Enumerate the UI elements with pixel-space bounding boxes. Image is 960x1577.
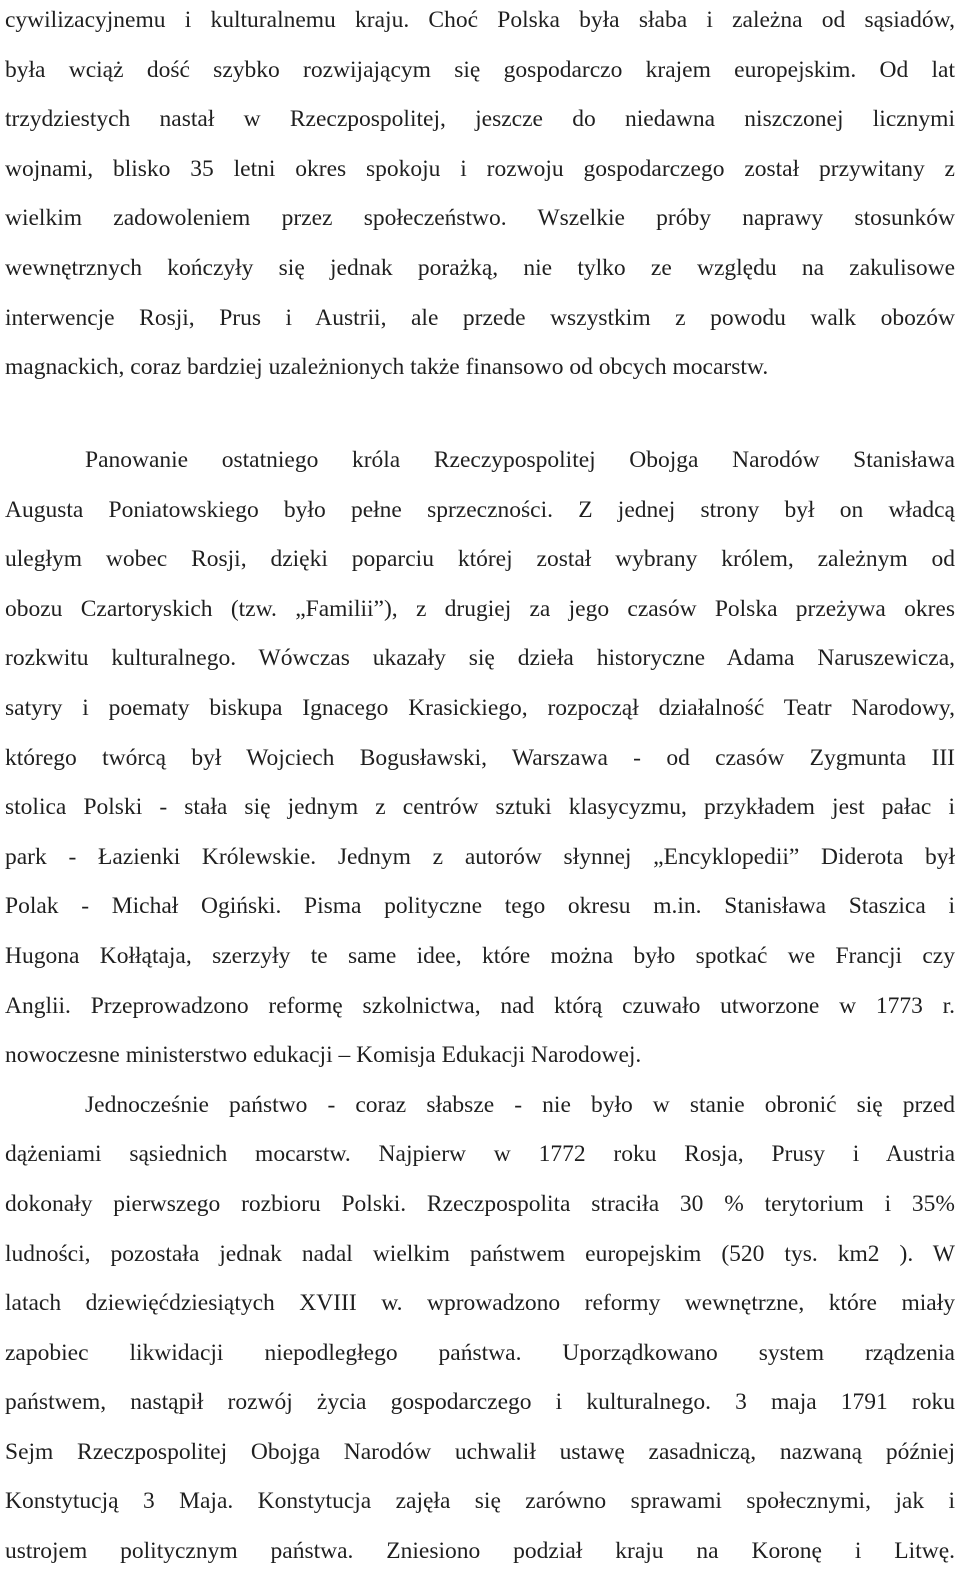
text-line: Sejm Rzeczpospolitej Obojga Narodów uchwalił ustawę zasadniczą, nazwaną później [5,1438,955,1465]
text-line: uległym wobec Rosji, dzięki poparciu której został wybrany królem, zależnym od [5,546,955,573]
text-line: magnackich, coraz bardziej uzależnionych także finansowo od obcych mocarstw. [5,354,769,381]
paragraph-2 [5,436,955,1081]
paragraph-3 [5,1081,955,1577]
text-line: ludności, pozostała jednak nadal wielkim państwem europejskim (520 tys. km2 ). W [5,1240,955,1267]
text-line: Konstytucją 3 Maja. Konstytucja zajęła się zarówno sprawami społecznymi, jak i [5,1488,955,1515]
text-line: trzydziestych nastał w Rzeczpospolitej, jeszcze do niedawna niszczonej licznymi [5,106,955,133]
text-line: satyry i poematy biskupa Ignacego Krasickiego, rozpoczął działalność Teatr Narodowy, [5,694,955,721]
text-line: Panowanie ostatniego króla Rzeczypospolitej Obojga Narodów Stanisława [85,447,955,473]
text-line: była wciąż dość szybko rozwijającym się gospodarczo krajem europejskim. Od lat [5,56,955,83]
text-line: interwencje Rosji, Prus i Austrii, ale przede wszystkim z powodu walk obozów [5,304,955,331]
text-line: park - Łazienki Królewskie. Jednym z autorów słynnej „Encyklopedii” Diderota był [5,843,955,870]
text-line: wewnętrznych kończyły się jednak porażką, nie tylko ze względu na zakulisowe [5,254,955,281]
text-line: państwem, nastąpił rozwój życia gospodarczego i kulturalnego. 3 maja 1791 roku [5,1389,955,1416]
text-line: zapobiec likwidacji niepodległego państwa. Uporządkowano system rządzenia [5,1339,955,1366]
text-line: którego twórcą był Wojciech Bogusławski, Warszawa - od czasów Zygmunta III [5,744,955,771]
text-line: wojnami, blisko 35 letni okres spokoju i rozwoju gospodarczego został przywitany z [5,155,955,182]
text-line: rozkwitu kulturalnego. Wówczas ukazały się dzieła historyczne Adama Naruszewicza, [5,645,955,672]
text-line: Polak - Michał Ogiński. Pisma polityczne tego okresu m.in. Stanisława Staszica i [5,893,955,920]
text-line: dokonały pierwszego rozbioru Polski. Rzeczpospolita straciła 30 % terytorium i 35% [5,1190,955,1217]
text-line: stolica Polski - stała się jednym z centrów sztuki klasycyzmu, przykładem jest pałac i [5,794,955,821]
text-line: obozu Czartoryskich (tzw. „Familii”), z drugiej za jego czasów Polska przeżywa okres [5,595,955,622]
text-line: Anglii. Przeprowadzono reformę szkolnictwa, nad którą czuwało utworzone w 1773 r. [5,992,955,1019]
text-line: Hugona Kołłątaja, szerzyły te same idee, które można było spotkać we Francji czy [5,942,955,969]
text-line: wielkim zadowoleniem przez społeczeństwo. Wszelkie próby naprawy stosunków [5,205,955,232]
text-line: nowoczesne ministerstwo edukacji – Komisja Edukacji Narodowej. [5,1042,642,1069]
text-line: latach dziewięćdziesiątych XVIII w. wprowadzono reformy wewnętrzne, które miały [5,1290,955,1317]
paragraph-1 [5,0,955,393]
text-line: ustrojem politycznym państwa. Zniesiono podział kraju na Koronę i Litwę. [5,1538,955,1565]
text-line: Jednocześnie państwo - coraz słabsze - nie było w stanie obronić się przed [85,1091,955,1118]
paragraph-group [5,436,955,1577]
text-line: dążeniami sąsiednich mocarstw. Najpierw w 1772 roku Rosja, Prusy i Austria [5,1141,955,1168]
text-line: Augusta Poniatowskiego było pełne sprzeczności. Z jednej strony był on władcą [5,496,955,523]
text-line: cywilizacyjnemu i kulturalnemu kraju. Choć Polska była słaba i zależna od sąsiadów, [5,7,955,33]
